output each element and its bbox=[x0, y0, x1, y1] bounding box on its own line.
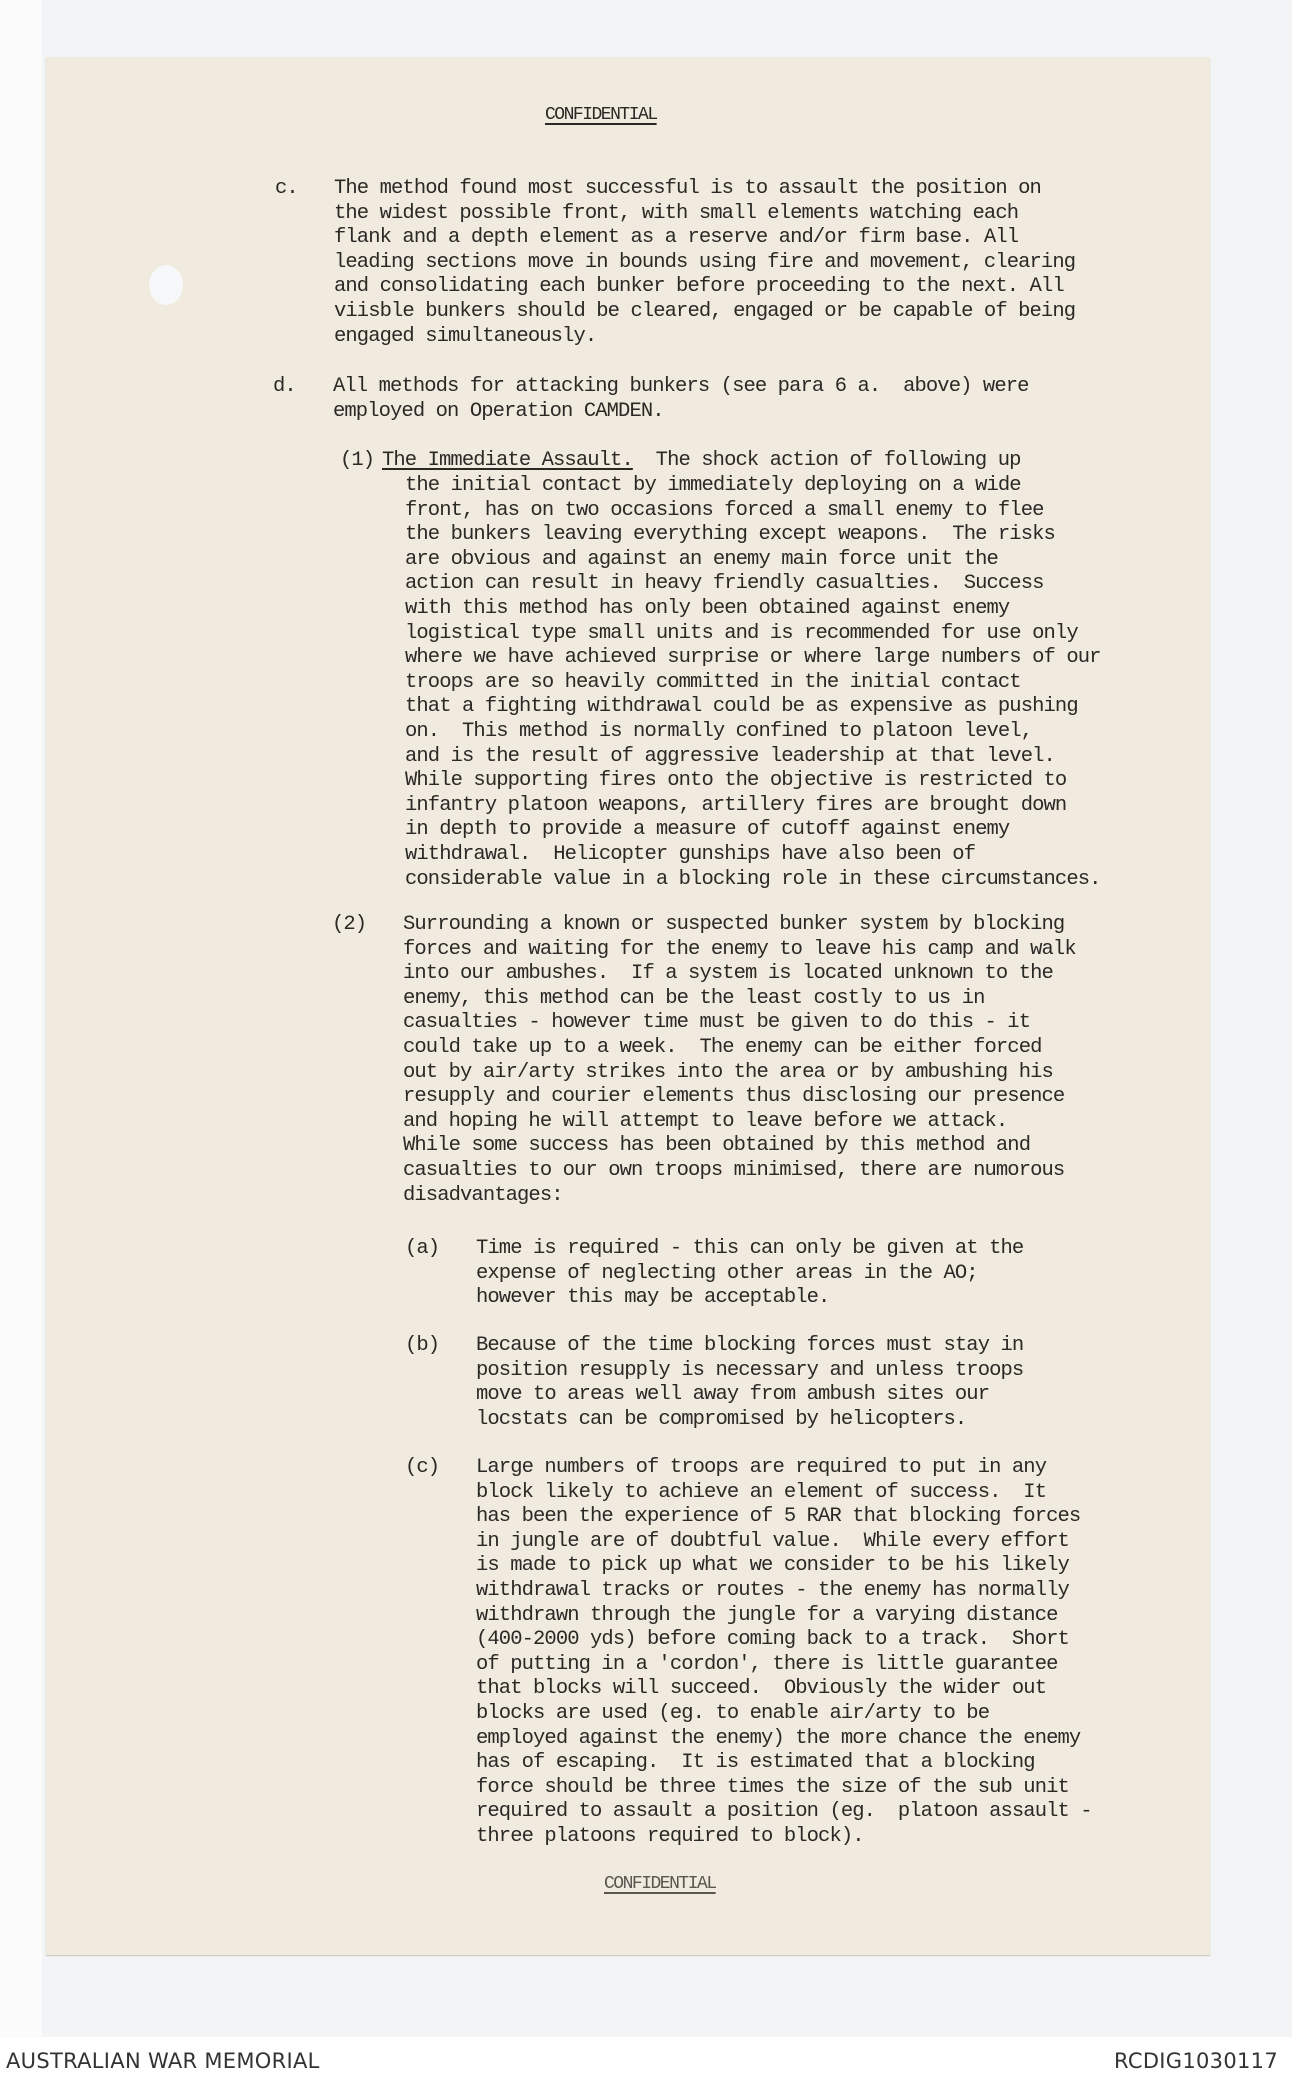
text-line: resupply and courier elements thus disclosing our presence bbox=[403, 1085, 1065, 1109]
text-line: viisble bunkers should be cleared, engaged or be capable of being bbox=[334, 299, 1076, 323]
text-line: withdrawal. Helicopter gunships have also been of bbox=[405, 842, 976, 866]
text-line: casualties to our own troops minimised, there are numorous bbox=[403, 1158, 1065, 1182]
para-c-text bbox=[334, 177, 1075, 349]
text-line: Time is required - this can only be given at the bbox=[476, 1237, 1024, 1260]
item-1-title: The Immediate Assault. bbox=[382, 449, 633, 472]
text-line: front, has on two occasions forced a small enemy to flee bbox=[405, 498, 1044, 522]
sub-item-a-label: (a) bbox=[405, 1237, 440, 1260]
text-line: into our ambushes. If a system is located unknown to the bbox=[403, 962, 1053, 986]
text-line: the bunkers leaving everything except weapons. The risks bbox=[405, 523, 1055, 547]
text-line: the initial contact by immediately deploying on a wide bbox=[405, 474, 1021, 497]
text-line: withdrawal tracks or routes - the enemy has normally bbox=[476, 1578, 1069, 1602]
text-line: block likely to achieve an element of success. It bbox=[476, 1480, 1047, 1504]
text-line: engaged simultaneously. bbox=[334, 324, 597, 348]
text-line: logistical type small units and is recommended for use only bbox=[405, 621, 1078, 645]
text-line: employed on Operation CAMDEN. bbox=[333, 399, 664, 423]
item-1-label: (1) bbox=[340, 449, 375, 472]
text-line: and hoping he will attempt to leave before we attack. bbox=[403, 1109, 1008, 1133]
text-line: disadvantages: bbox=[403, 1183, 563, 1207]
para-d-text bbox=[333, 375, 1029, 424]
text-line: troops are so heavily committed in the initial contact bbox=[405, 670, 1021, 694]
text-line: required to assault a position (eg. platoon assault - bbox=[476, 1800, 1092, 1824]
confidential-header: CONFIDENTIAL bbox=[545, 105, 657, 125]
institution-name: AUSTRALIAN WAR MEMORIAL bbox=[6, 2049, 320, 2073]
text-line: expense of neglecting other areas in the AO; bbox=[476, 1261, 978, 1285]
text-line: forces and waiting for the enemy to leave his camp and walk bbox=[403, 937, 1076, 961]
text-line: three platoons required to block). bbox=[476, 1824, 864, 1848]
text-line: position resupply is necessary and unless troops bbox=[476, 1358, 1024, 1382]
text-line: infantry platoon weapons, artillery fires are brought down bbox=[405, 793, 1067, 817]
text-line: of putting in a 'cordon', there is little guarantee bbox=[476, 1652, 1058, 1676]
text-line: that a fighting withdrawal could be as expensive as pushing bbox=[405, 695, 1078, 719]
text-line: Because of the time blocking forces must stay in bbox=[476, 1334, 1024, 1357]
text-line: force should be three times the size of the sub unit bbox=[476, 1775, 1069, 1799]
text-line: casualties - however time must be given to do this - it bbox=[403, 1011, 1031, 1035]
sub-item-b-text bbox=[476, 1334, 1023, 1432]
item-1-first-line bbox=[382, 449, 1021, 474]
text-line: out by air/arty strikes into the area or by ambushing his bbox=[403, 1060, 1053, 1084]
sub-item-a-text bbox=[476, 1237, 1023, 1311]
record-id: RCDIG1030117 bbox=[1114, 2049, 1278, 2073]
text-line: flank and a depth element as a reserve and/or firm base. All bbox=[334, 226, 1019, 250]
text-line: the widest possible front, with small elements watching each bbox=[334, 201, 1019, 225]
text-line: with this method has only been obtained against enemy bbox=[405, 596, 1010, 620]
confidential-footer: CONFIDENTIAL bbox=[604, 1874, 716, 1894]
para-c-label: c. bbox=[275, 177, 298, 200]
text-line: All methods for attacking bunkers (see para 6 a. above) were bbox=[333, 375, 1029, 398]
text-line: could take up to a week. The enemy can be either forced bbox=[403, 1035, 1042, 1059]
text-line: in jungle are of doubtful value. While every effort bbox=[476, 1529, 1069, 1553]
item-2-text bbox=[403, 913, 1076, 1208]
text-line: enemy, this method can be the least costly to us in bbox=[403, 986, 985, 1010]
text-line: Large numbers of troops are required to put in any bbox=[476, 1456, 1047, 1479]
text-line: has been the experience of 5 RAR that blocking forces bbox=[476, 1505, 1081, 1529]
item-1-text bbox=[405, 474, 1101, 892]
text-line: While some success has been obtained by this method and bbox=[403, 1134, 1031, 1158]
text-line: is made to pick up what we consider to be his likely bbox=[476, 1554, 1069, 1578]
text-line: While supporting fires onto the objective is restricted to bbox=[405, 769, 1067, 793]
text-line: employed against the enemy) the more chance the enemy bbox=[476, 1726, 1081, 1750]
text-line: The method found most successful is to assault the position on bbox=[334, 177, 1041, 200]
text-line: locstats can be compromised by helicopters. bbox=[476, 1407, 967, 1431]
text-line: where we have achieved surprise or where large numbers of our bbox=[405, 646, 1101, 670]
item-2-label: (2) bbox=[332, 913, 367, 936]
text-line: Surrounding a known or suspected bunker system by blocking bbox=[403, 913, 1065, 936]
text-line: and is the result of aggressive leadership at that level. bbox=[405, 744, 1055, 768]
text-line: (400-2000 yds) before coming back to a track. Short bbox=[476, 1628, 1069, 1652]
text-line: are obvious and against an enemy main force unit the bbox=[405, 547, 998, 571]
item-1-first-line-rest: The shock action of following up bbox=[632, 449, 1021, 472]
text-line: in depth to provide a measure of cutoff against enemy bbox=[405, 818, 1010, 842]
sub-item-b-label: (b) bbox=[405, 1334, 440, 1357]
text-line: that blocks will succeed. Obviously the wider out bbox=[476, 1677, 1047, 1701]
text-line: however this may be acceptable. bbox=[476, 1286, 830, 1310]
text-line: has of escaping. It is estimated that a blocking bbox=[476, 1751, 1035, 1775]
text-line: leading sections move in bounds using fire and movement, clearing bbox=[334, 250, 1076, 274]
text-line: and consolidating each bunker before proceeding to the next. All bbox=[334, 275, 1064, 299]
sub-item-c-text bbox=[476, 1456, 1092, 1850]
sub-item-c-label: (c) bbox=[405, 1456, 440, 1479]
para-d-label: d. bbox=[273, 375, 296, 398]
text-line: move to areas well away from ambush sites our bbox=[476, 1383, 990, 1407]
text-line: blocks are used (eg. to enable air/arty to be bbox=[476, 1701, 990, 1725]
text-line: withdrawn through the jungle for a varying distance bbox=[476, 1603, 1058, 1627]
text-line: action can result in heavy friendly casualties. Success bbox=[405, 572, 1044, 596]
text-line: considerable value in a blocking role in these circumstances. bbox=[405, 867, 1101, 891]
text-line: on. This method is normally confined to platoon level, bbox=[405, 719, 1033, 743]
